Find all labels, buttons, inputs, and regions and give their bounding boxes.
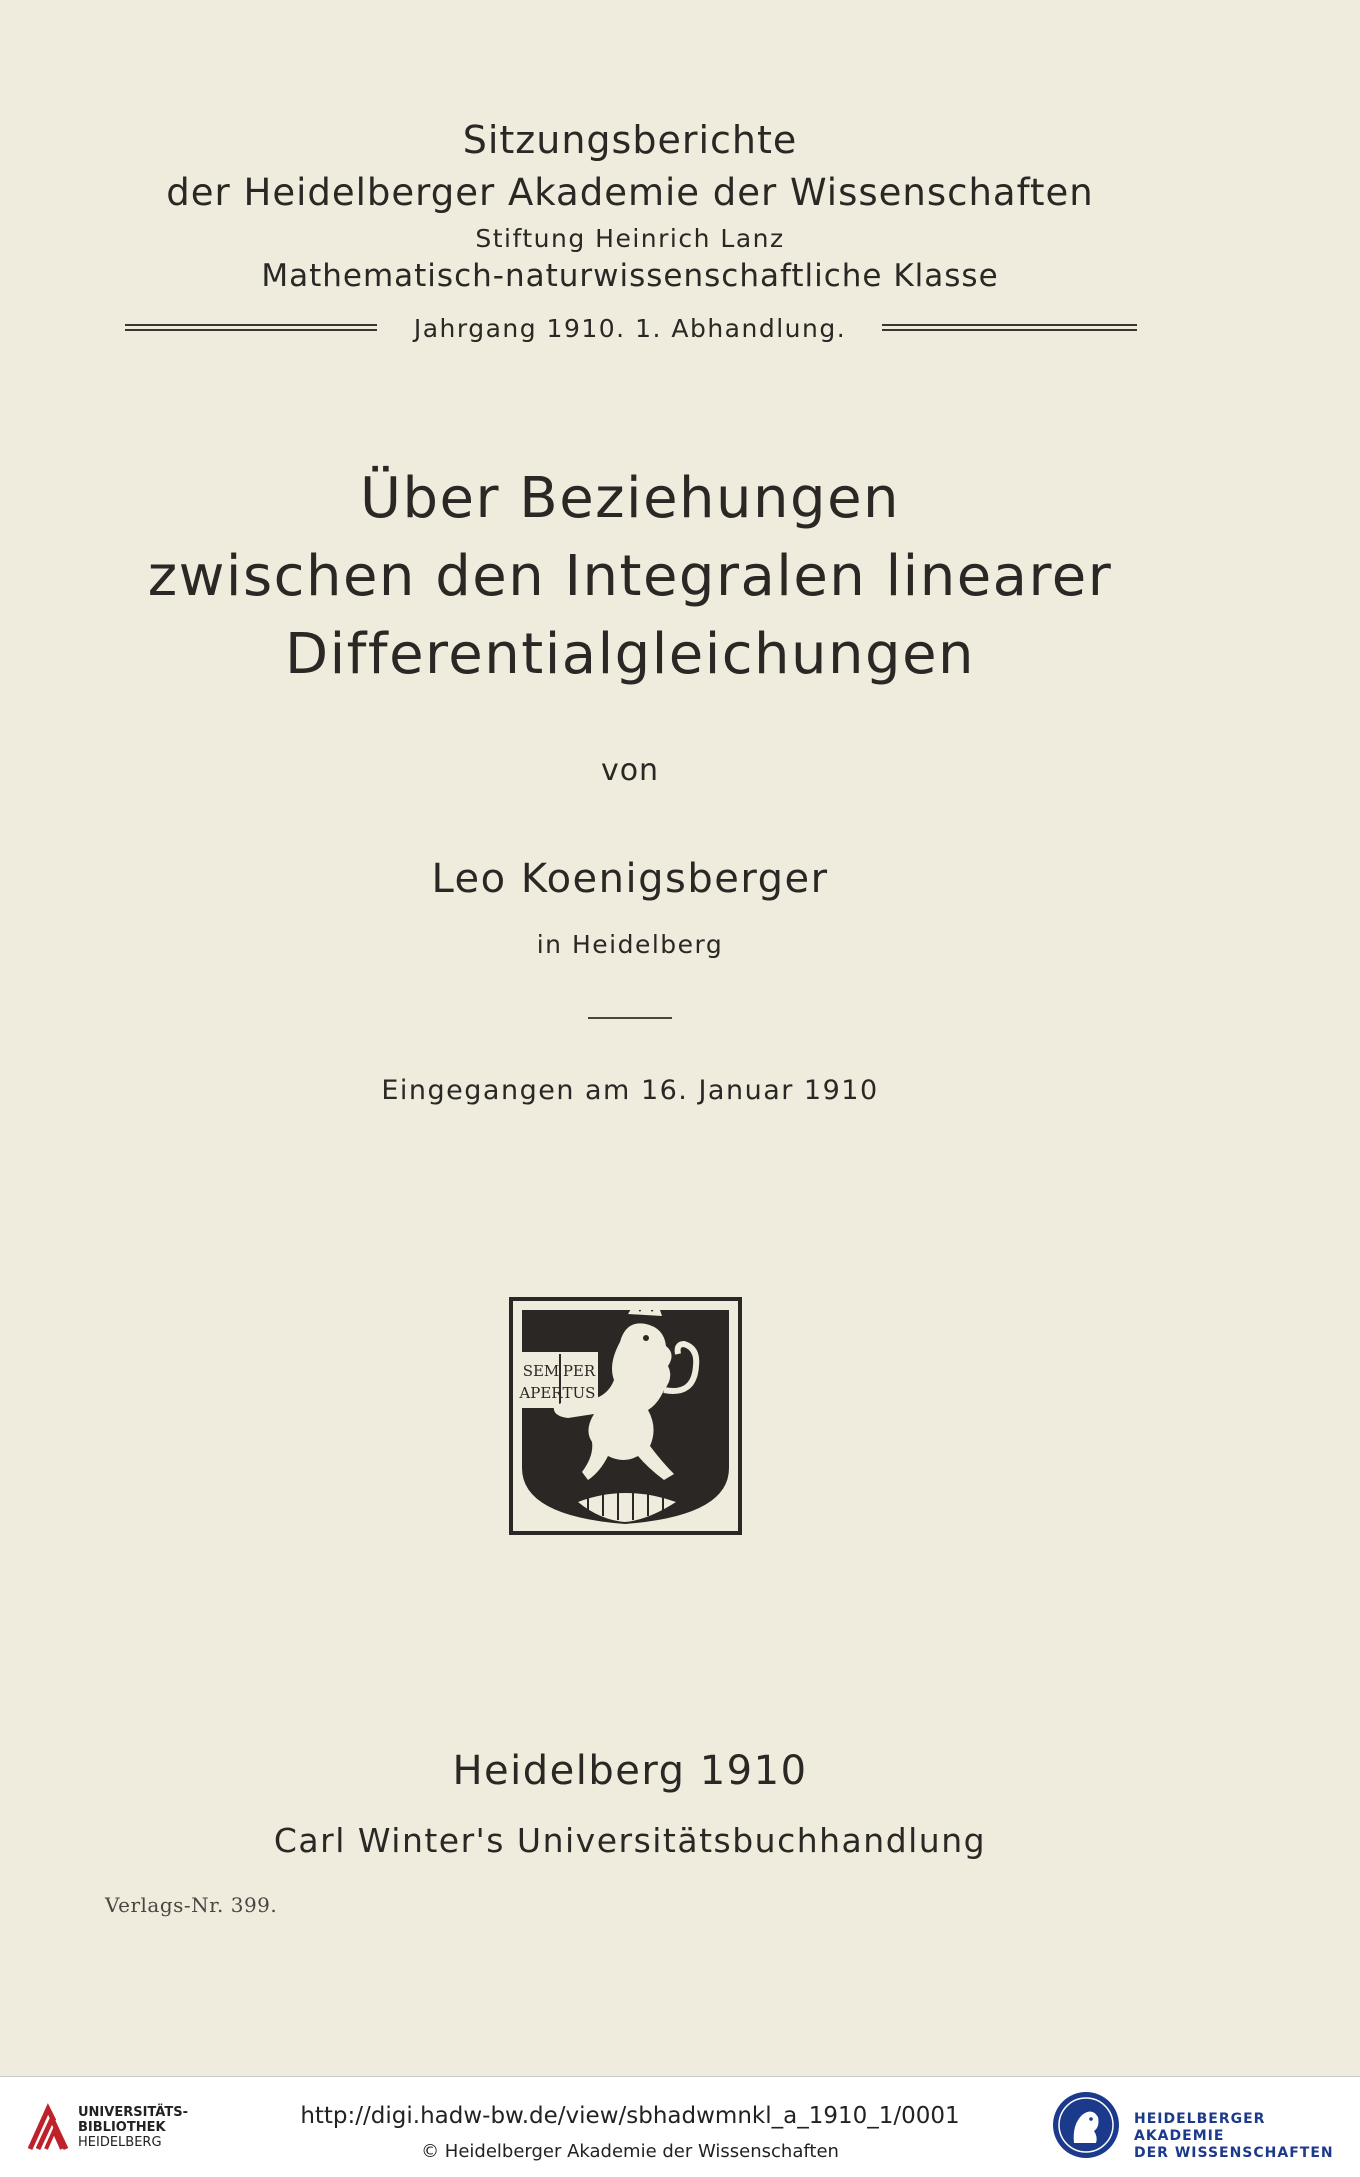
permalink-url[interactable]: http://digi.hadw-bw.de/view/sbhadwmnkl_a_1910_1/0001 — [300, 2103, 960, 2129]
author-name: Leo Koenigsberger — [431, 856, 829, 902]
copyright-notice: © Heidelberger Akademie der Wissenschaften — [421, 2141, 839, 2162]
publisher: Carl Winter's Universitätsbuchhandlung — [273, 1821, 987, 1860]
by-word: von — [600, 753, 660, 788]
foundation-line: Stiftung Heinrich Lanz — [475, 224, 785, 253]
hadw-line-1: HEIDELBERGER AKADEMIE — [1134, 2111, 1266, 2144]
motto-tus: TUS — [562, 1384, 596, 1402]
year-rule-row — [0, 314, 1360, 344]
series-title: Sitzungsberichte — [462, 118, 798, 162]
ub-line-3: HEIDELBERG — [78, 2135, 162, 2150]
motto-per: PER — [562, 1362, 596, 1380]
volume-year: Jahrgang 1910. 1. Abhandlung. — [413, 314, 847, 343]
author-place: in Heidelberg — [536, 930, 724, 959]
paper-title-line-2: zwischen den Integralen linearer — [147, 544, 1113, 609]
publisher-number: Verlags-Nr. 399. — [105, 1893, 278, 1917]
ub-line-2: BIBLIOTHEK — [78, 2120, 166, 2135]
motto-sem: SEM — [522, 1362, 560, 1380]
class-line: Mathematisch-naturwissenschaftliche Klasse — [261, 258, 999, 294]
double-rule-right — [882, 324, 1137, 331]
hadw-line-2: DER WISSENSCHAFTEN — [1134, 2145, 1334, 2161]
ub-line-1: UNIVERSITÄTS- — [78, 2105, 188, 2120]
paper-title-line-1: Über Beziehungen — [359, 466, 901, 531]
received-date: Eingegangen am 16. Januar 1910 — [381, 1075, 879, 1106]
motto-aper: APER — [519, 1384, 563, 1402]
imprint-city-year: Heidelberg 1910 — [452, 1748, 808, 1794]
viewer-footer — [0, 2076, 1360, 2177]
academy-label — [1134, 2111, 1360, 2162]
paper-title-line-3: Differentialgleichungen — [284, 622, 976, 687]
academy-seal-icon — [1050, 2089, 1122, 2161]
heidelberg-lion-emblem-icon — [508, 1296, 743, 1536]
short-divider — [588, 1017, 672, 1019]
academy-name: der Heidelberger Akademie der Wissenschaften — [166, 171, 1094, 214]
